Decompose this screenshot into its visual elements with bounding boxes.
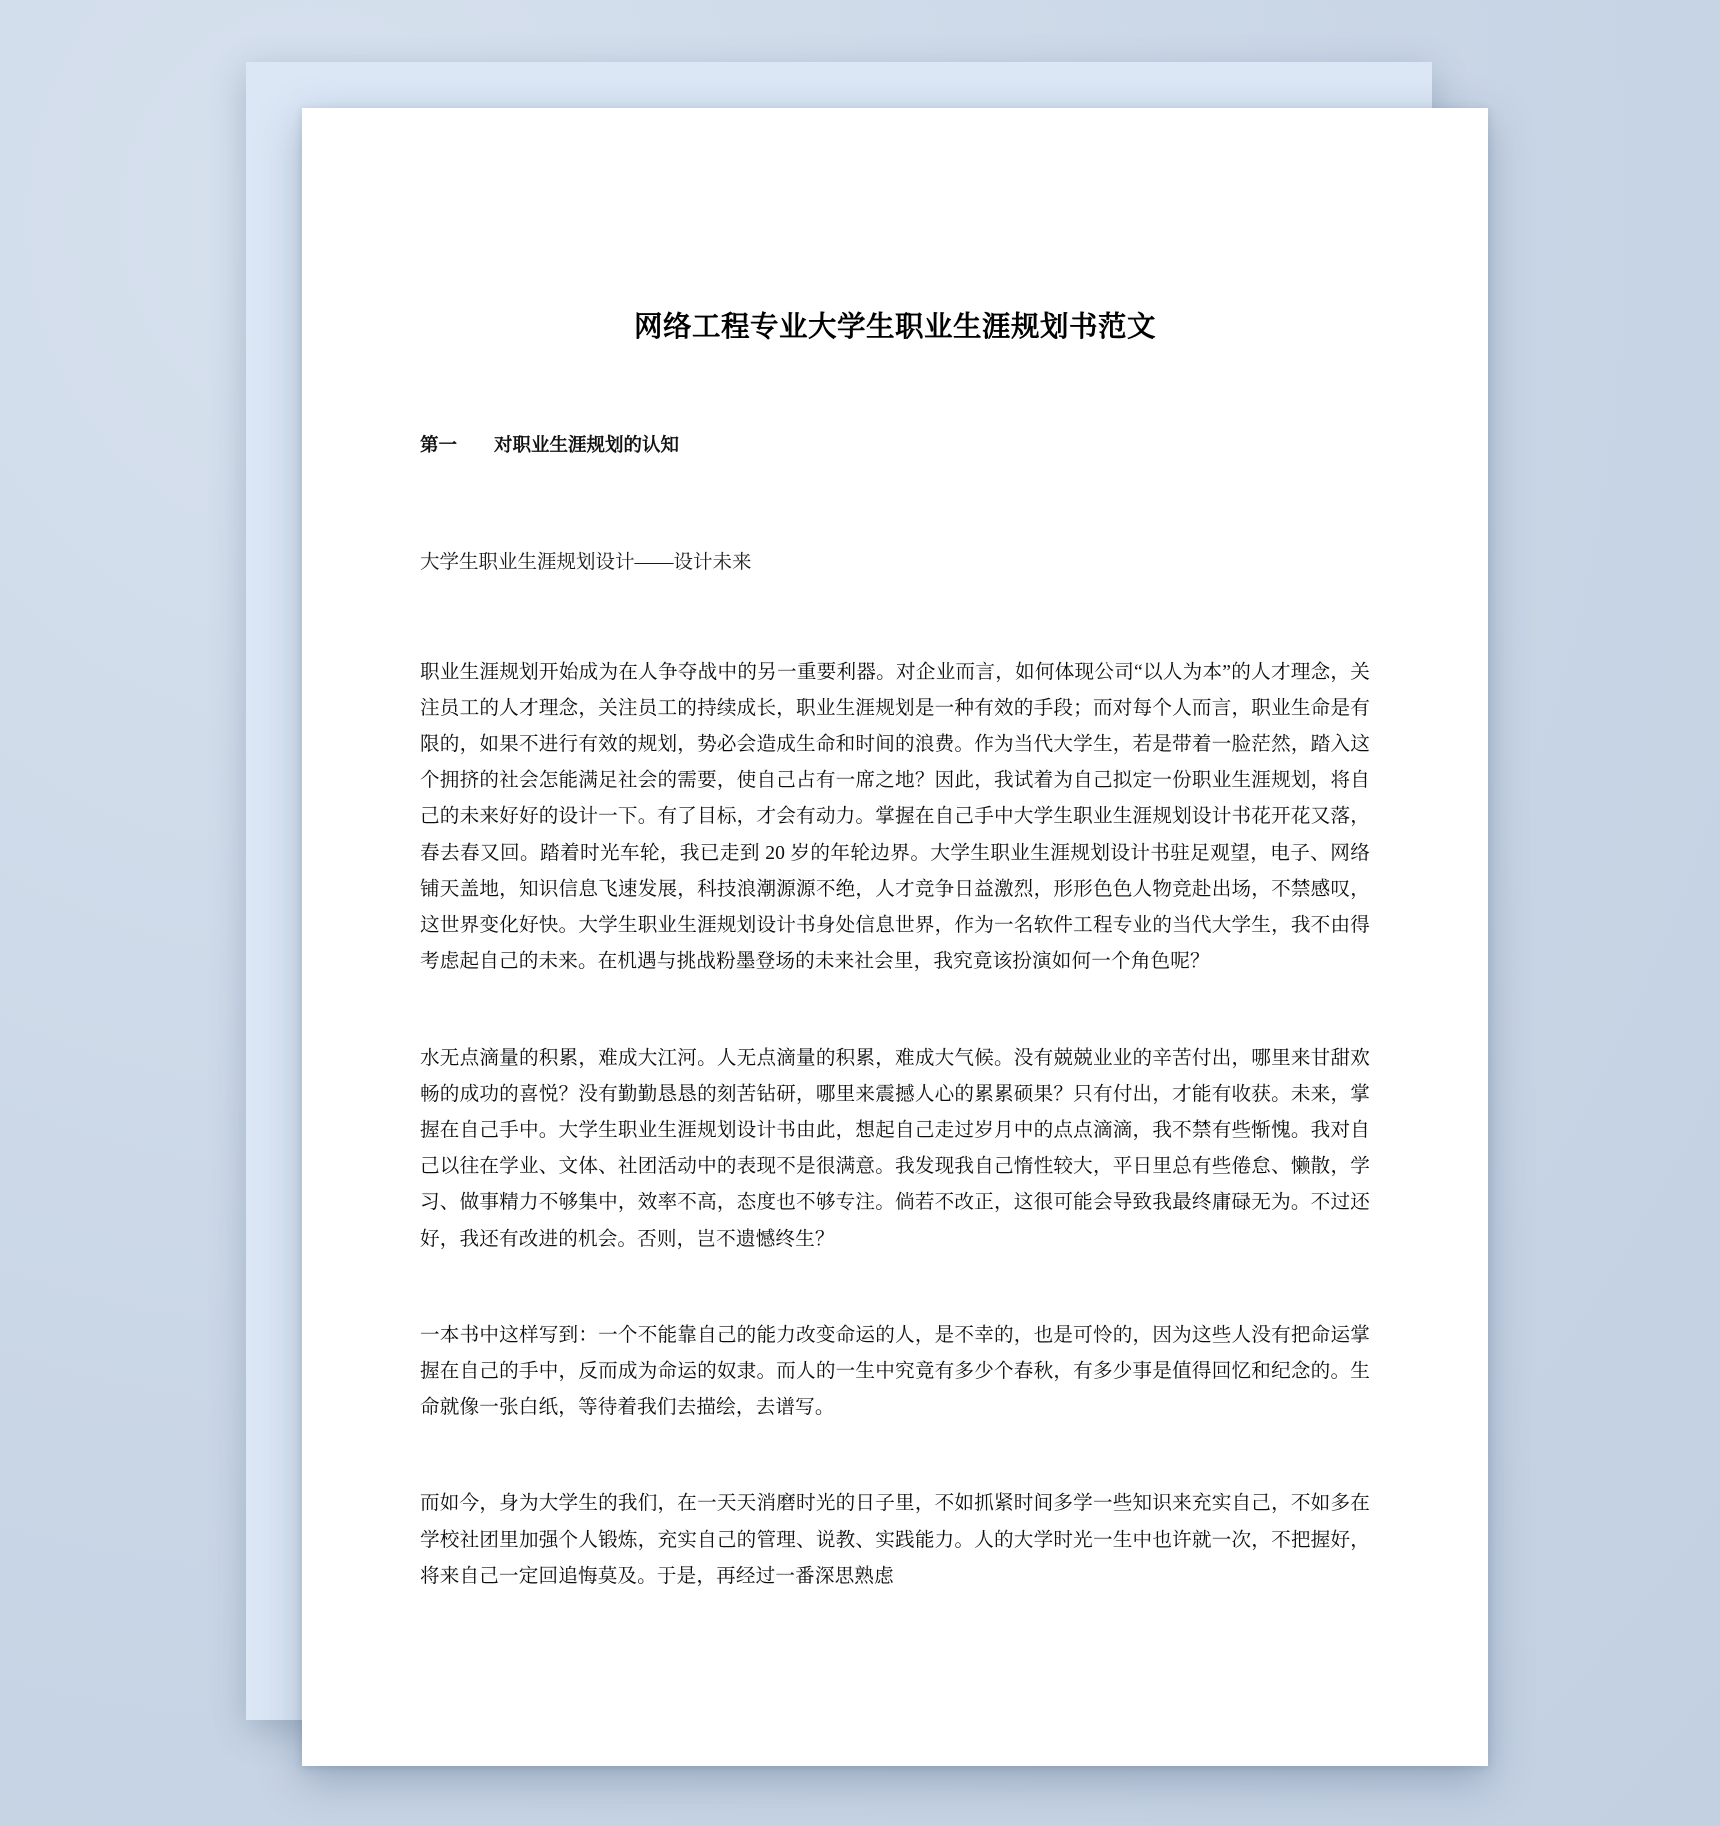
- body-paragraph: 而如今，身为大学生的我们，在一天天消磨时光的日子里，不如抓紧时间多学一些知识来充实自己，不如多在学校社团里加强个人锻炼，充实自己的管理、说教、实践能力。人的大学时光一生中也许就一次，不把握好，将来自己一定回追悔莫及。于是，再经过一番深思熟虑: [420, 1493, 1370, 1587]
- section-heading: 第一 对职业生涯规划的认知: [420, 435, 680, 456]
- page-content: [302, 108, 1488, 1766]
- document-page: [302, 108, 1488, 1766]
- document-subtitle: 大学生职业生涯规划设计——设计未来: [420, 552, 752, 574]
- body-paragraph: 一本书中这样写到：一个不能靠自己的能力改变命运的人，是不幸的，也是可怜的，因为这些人没有把命运掌握在自己的手中，反而成为命运的奴隶。而人的一生中究竟有多少个春秋，有多少事是值得回忆和纪念的。生命就像一张白纸，等待着我们去描绘，去谱写。: [420, 1324, 1370, 1419]
- body-paragraph: 水无点滴量的积累，难成大江河。人无点滴量的积累，难成大气候。没有兢兢业业的辛苦付出，哪里来甘甜欢畅的成功的喜悦？没有勤勤恳恳的刻苦钻研，哪里来震撼人心的累累硕果？只有付出，才能有收获。未来，掌握在自己手中。大学生职业生涯规划设计书由此，想起自己走过岁月中的点点滴滴，我不禁有些惭愧。我对自己以往在学业、文体、社团活动中的表现不是很满意。我发现我自己惰性较大，平日里总有些倦怠、懒散，学习、做事精力不够集中，效率不高，态度也不够专注。倘若不改正，这很可能会导致我最终庸碌无为。不过还好，我还有改进的机会。否则，岂不遗憾终生？: [420, 1047, 1370, 1250]
- document-title: 网络工程专业大学生职业生涯规划书范文: [633, 311, 1156, 343]
- body-paragraph: 职业生涯规划开始成为在人争夺战中的另一重要利器。对企业而言，如何体现公司“以人为本”的人才理念，关注员工的人才理念，关注员工的持续成长，职业生涯规划是一种有效的手段；而对每个人而言，职业生命是有限的，如果不进行有效的规划，势必会造成生命和时间的浪费。作为当代大学生，若是带着一脸茫然，踏入这个拥挤的社会怎能满足社会的需要，使自己占有一席之地？因此，我试着为自己拟定一份职业生涯规划，将自己的未来好好的设计一下。有了目标，才会有动力。掌握在自己手中大学生职业生涯规划设计书花开花又落，春去春又回。踏着时光车轮，我已走到 20 岁的年轮边界。大学生职业生涯规划设计书驻足观望，电子、网络铺天盖地，知识信息飞速发展，科技浪潮源源不绝，人才竞争日益激烈，形形色色人物竞赴出场，不禁感叹，这世界变化好快。大学生职业生涯规划设计书身处信息世界，作为一名软件工程专业的当代大学生，我不由得考虑起自己的未来。在机遇与挑战粉墨登场的未来社会里，我究竟该扮演如何一个角色呢？: [420, 661, 1370, 973]
